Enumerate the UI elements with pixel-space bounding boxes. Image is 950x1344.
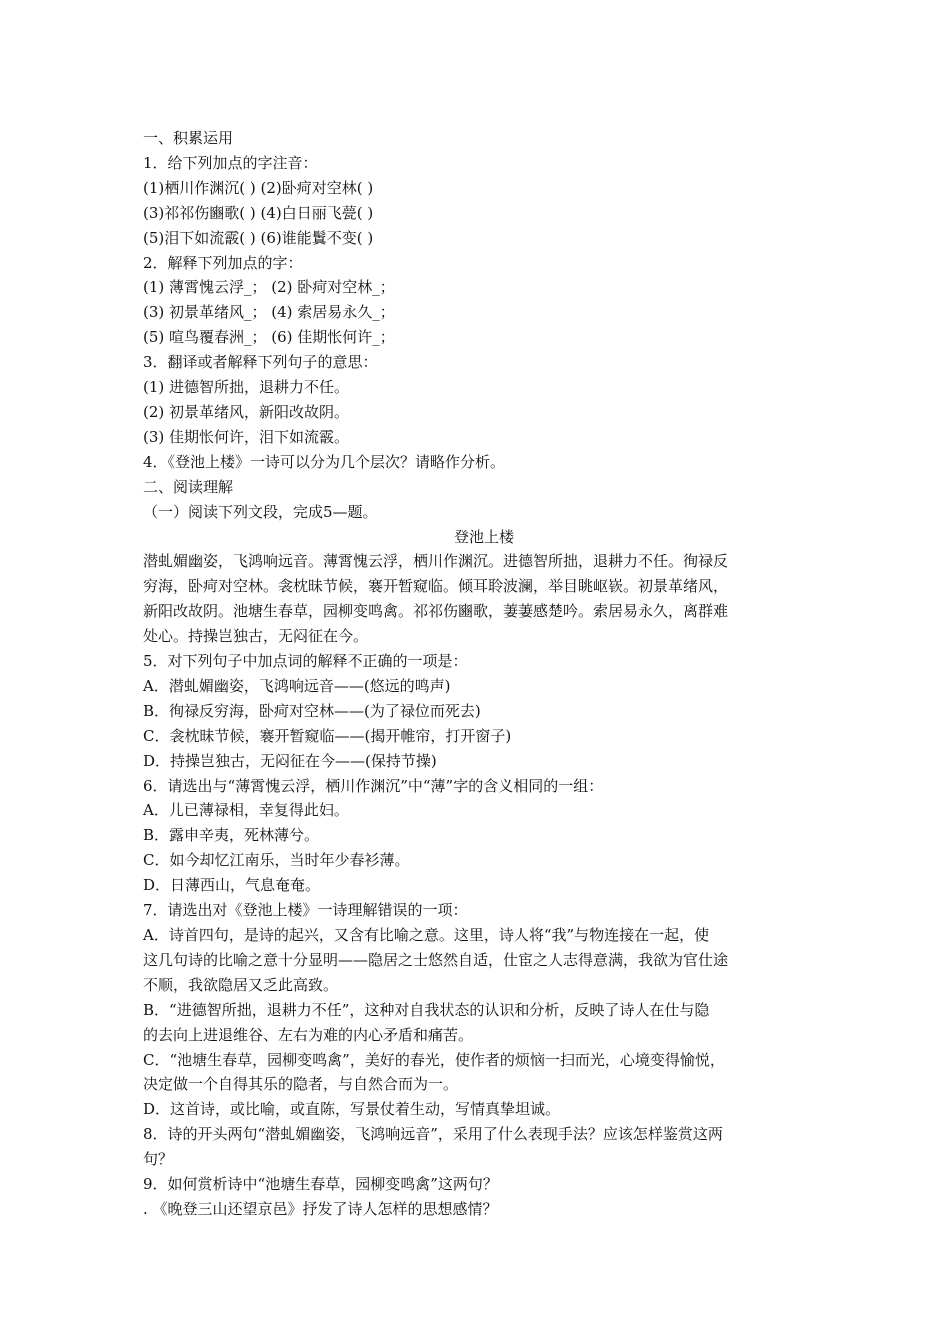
question-6-option-c: C．如今却忆江南乐，当时年少春衫薄。 <box>143 851 410 870</box>
worksheet-page <box>143 126 815 1222</box>
question-7-option-c-cont: 决定做一个自得其乐的隐者，与自然合而为一。 <box>143 1075 459 1094</box>
question-5-option-b: B．徇禄反穷海，卧疴对空林——(为了禄位而死去) <box>143 701 481 720</box>
question-7-prompt: 7．请选出对《登池上楼》一诗理解错误的一项： <box>143 901 468 920</box>
poem-line: 穷海，卧疴对空林。衾枕昧节候，褰开暂窥临。倾耳聆波澜，举目眺岖嵚。初景革绪风， <box>143 577 729 596</box>
question-7-option-c: C．“池塘生春草，园柳变鸣禽”，美好的春光，使作者的烦恼一扫而光，心境变得愉悦， <box>143 1050 725 1069</box>
question-5-option-c: C．衾枕昧节候，褰开暂窥临——(揭开帷帘，打开窗子) <box>143 726 512 745</box>
question-6-option-a: A．儿已薄禄相，幸复得此妇。 <box>143 801 349 820</box>
question-7-option-b: B．“进德智所拙，退耕力不任”，这种对自我状态的认识和分析，反映了诗人在仕与隐 <box>143 1000 710 1019</box>
question-3-item: (3) 佳期怅何许，泪下如流霰。 <box>143 427 350 446</box>
question-1-prompt: 1．给下列加点的字注音： <box>143 153 318 172</box>
question-3-item: (1) 进德智所拙，退耕力不任。 <box>143 378 350 397</box>
question-8-cont: 句？ <box>143 1150 174 1169</box>
poem-line: 新阳改故阴。池塘生春草，园柳变鸣禽。祁祁伤豳歌，萋萋感楚吟。索居易永久，离群难 <box>143 602 729 621</box>
question-7-option-b-cont: 的去向上进退维谷、左右为难的内心矛盾和痛苦。 <box>143 1025 474 1044</box>
reading-intro: （一）阅读下列文段，完成5—题。 <box>143 502 378 521</box>
section-heading-accumulation: 一、积累运用 <box>143 129 234 147</box>
question-2-item: (5) 喧鸟覆春洲_； (6) 佳期怅何许_； <box>143 328 395 347</box>
question-1-item: (1)栖川作渊沉( ) (2)卧疴对空林( ) <box>143 178 374 197</box>
question-5-prompt: 5．对下列句子中加点词的解释不正确的一项是： <box>143 652 468 671</box>
question-6-option-d: D．日薄西山，气息奄奄。 <box>143 876 321 895</box>
question-4: 4．《登池上楼》一诗可以分为几个层次？请略作分析。 <box>143 452 506 471</box>
question-2-prompt: 2．解释下列加点的字： <box>143 253 303 272</box>
poem-line: 潜虬媚幽姿，飞鸿响远音。薄霄愧云浮，栖川作渊沉。进德智所拙，退耕力不任。徇禄反 <box>143 552 729 571</box>
question-7-option-a-cont: 不顺，我欲隐居又乏此高致。 <box>143 975 339 994</box>
question-2-item: (3) 初景革绪风_； (4) 索居易永久_； <box>143 303 395 322</box>
question-6-option-b: B．露申辛夷，死林薄兮。 <box>143 826 320 845</box>
question-7-option-a: A．诗首四句，是诗的起兴，又含有比喻之意。这里，诗人将“我”与物连接在一起，使 <box>143 926 710 944</box>
question-8: 8．诗的开头两句“潜虬媚幽姿，飞鸿响远音”，采用了什么表现手法？应该怎样鉴赏这两 <box>143 1125 723 1144</box>
poem-line: 处心。持操岂独古，无闷征在今。 <box>143 627 369 646</box>
question-6-prompt: 6．请选出与“薄霄愧云浮，栖川作渊沉”中“薄”字的含义相同的一组： <box>143 776 604 795</box>
question-9: 9．如何赏析诗中“池塘生春草，园柳变鸣禽”这两句？ <box>143 1175 498 1194</box>
question-5-option-d: D．持操岂独古，无闷征在今——(保持节操) <box>143 751 437 770</box>
question-10: . 《晚登三山还望京邑》抒发了诗人怎样的思想感情？ <box>143 1199 498 1218</box>
section-heading-reading: 二、阅读理解 <box>143 477 234 496</box>
question-7-option-d: D．这首诗，或比喻，或直陈，写景仗着生动，写情真挚坦诚。 <box>143 1100 561 1119</box>
question-7-option-a-cont: 这几句诗的比喻之意十分显明——隐居之士悠然自适，仕宦之人志得意满，我欲为官仕途 <box>143 950 729 969</box>
question-3-prompt: 3．翻译或者解释下列句子的意思： <box>143 353 378 372</box>
question-1-item: (3)祁祁伤豳歌( ) (4)白日丽飞甍( ) <box>143 203 374 222</box>
question-5-option-a: A．潜虬媚幽姿，飞鸿响远音——(悠远的鸣声) <box>143 676 451 695</box>
question-2-item: (1) 薄霄愧云浮_； (2) 卧疴对空林_； <box>143 278 395 297</box>
question-1-item: (5)泪下如流霰( ) (6)谁能鬒不变( ) <box>143 228 374 247</box>
question-3-item: (2) 初景革绪风，新阳改故阴。 <box>143 402 350 421</box>
poem-title: 登池上楼 <box>453 527 514 546</box>
